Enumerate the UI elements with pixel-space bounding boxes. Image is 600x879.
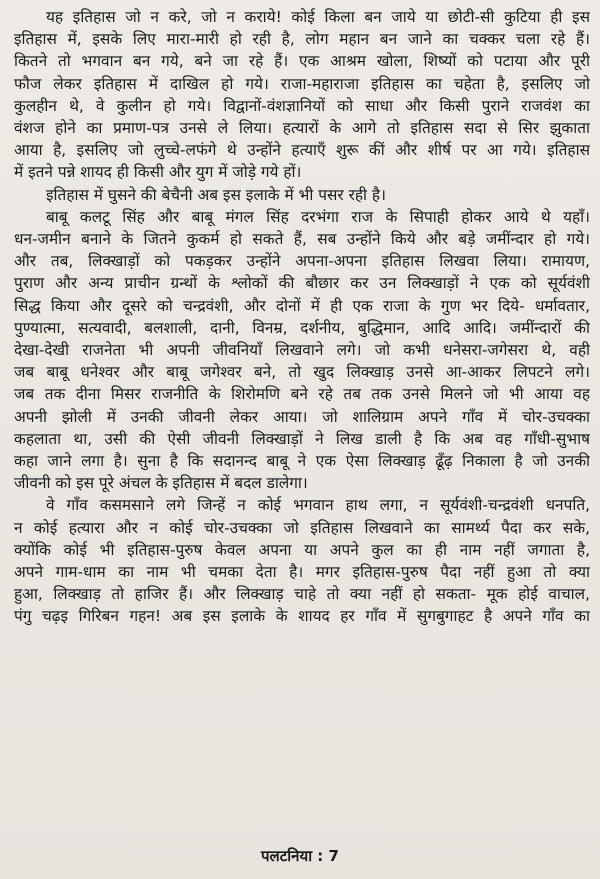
text-line: जब तक दीना मिसर राजनीति के शिरोमणि बने रहे तब तक उनसे मिलने जो भी आया वह (14, 385, 590, 404)
text-line: वंशज होने का प्रमाण-पत्र उनसे ले लिया। हत्यारों के आगे तो इतिहास सदा से सिर झुकाता (14, 119, 590, 138)
text-line: न कोई हत्यारा और न कोई चोर-उचक्का जो इतिहास लिखवाने का सामर्थ्य पैदा कर सके, (14, 518, 590, 537)
text-line: इतिहास में, इसके लिए मारा-मारी हो रही है, लोग महान बन जाने का चक्कर चला रहे हैं। (14, 30, 590, 49)
text-line: फौज लेकर इतिहास में दाखिल हो गये। राजा-महाराजा इतिहास का चहेता है, इसलिए जो (14, 74, 590, 93)
text-line: वे गाँव कसमसाने लगे जिन्हें न कोई भगवान हाथ लगा, न सूर्यवंशी-चन्द्रवंशी धनपति, (46, 496, 590, 515)
paragraph (14, 6, 590, 184)
text-line: में इतने पन्ने शायद ही किसी और युग में जोड़े गये हों। (14, 163, 302, 182)
text-line: कहलाता था, उसी की ऐसी जीवनी लिक्खाड़ों ने लिख डाली है कि अब वह गाँधी-सुभाष (14, 429, 590, 448)
text-line: जीवनी को इस पूरे अंचल के इतिहास में बदल डालेगा। (14, 474, 308, 493)
text-line: कुलहीन थे, वे कुलीन हो गये। विद्वानों-वंशज्ञानियों को साधा और किसी पुराने राजवंश का (14, 96, 590, 115)
text-line: अपनी झोली में उनकी जीवनी लेकर आया। जो शालिग्राम अपने गाँव में चोर-उचक्का (14, 407, 590, 426)
text-line: यह इतिहास जो न करे, जो न कराये! कोई किला बन जाये या छोटी-सी कुटिया ही इस (46, 8, 590, 26)
text-line: कहा जाने लगा है। सुना है कि सदानन्द बाबू ने एक ऐसा लिक्खाड़ ढूँढ़ निकाला है जो उनकी (14, 452, 590, 471)
text-line: पुण्यात्मा, सत्यवादी, बलशाली, दानी, विनम्र, दर्शनीय, बुद्धिमान, आदि आदि। जमींन्दारों की (14, 318, 590, 337)
text-line: और तब, लिक्खाड़ों को पकड़कर उन्होंने अपना-अपना इतिहास लिखवा लिया। रामायण, (14, 252, 590, 271)
page-footer (0, 846, 600, 866)
text-line: धन-जमीन बनाने के जितने कुकर्म हो सकते हैं, सब उन्होंने किये और बड़े जमींन्दार हो गये। (14, 230, 590, 249)
text-line: पंगु चढ़इ गिरिबन गहन! अब इस इलाके के शायद हर गाँव में सुगबुगाहट है अपने गाँव का (14, 607, 590, 626)
paragraph (14, 184, 590, 206)
page-number-label: पलटनिया : 7 (261, 847, 339, 865)
text-line: आया है, इसलिए जो लुच्चे-लफंगे थे उन्होंने हत्याएँ शुरू कीं और शीर्ष पर आ गये। इतिहास (14, 141, 590, 160)
text-line: जब बाबू धनेश्वर और बाबू जगेश्वर बने, तो खुद लिक्खाड़ उनसे आ-आकर लिपटने लगे। (14, 363, 590, 382)
text-line: इतिहास में घुसने की बेचैनी अब इस इलाके में भी पसर रही है। (46, 185, 386, 204)
text-line: देखा-देखी राजनेता भी अपनी जीवनियाँ लिखवाने लगे। जो कभी धनेसरा-जगेसरा थे, वही (14, 341, 590, 360)
paragraph (14, 494, 590, 627)
text-line: पुराण और अन्य प्राचीन ग्रन्थों के श्लोकों की बौछार कर उन लिक्खाड़ों ने एक को सूर्यवंशी (14, 274, 590, 293)
text-line: अपने गाम-धाम का नाम भी चमका देता है। मगर इतिहास-पुरुष पैदा नहीं हुआ तो क्या (14, 563, 590, 582)
paragraph (14, 206, 590, 495)
text-line: सिद्ध किया और दूसरे को चन्द्रवंशी, और दोनों में ही एक राजा के गुण भर दिये- धर्मावतार, (14, 296, 590, 315)
text-line: क्योंकि कोई भी इतिहास-पुरुष केवल अपना या अपने कुल का ही नाम नहीं जगाता है, (14, 540, 590, 559)
body-text (14, 6, 590, 628)
text-line: बाबू कलटू सिंह और बाबू मंगल सिंह दरभंगा राज के सिपाही होकर आये थे यहाँ। (46, 207, 590, 226)
text-line: कितने तो भगवान बन गये, बने जा रहे हैं। एक आश्रम खोला, शिष्यों को पटाया और पूरी (14, 52, 590, 71)
text-line: हुआ, लिक्खाड़ तो हाजिर हैं। और लिक्खाड़ चाहे तो क्या नहीं हो सकता- मूक होई वाचाल, (14, 585, 590, 604)
